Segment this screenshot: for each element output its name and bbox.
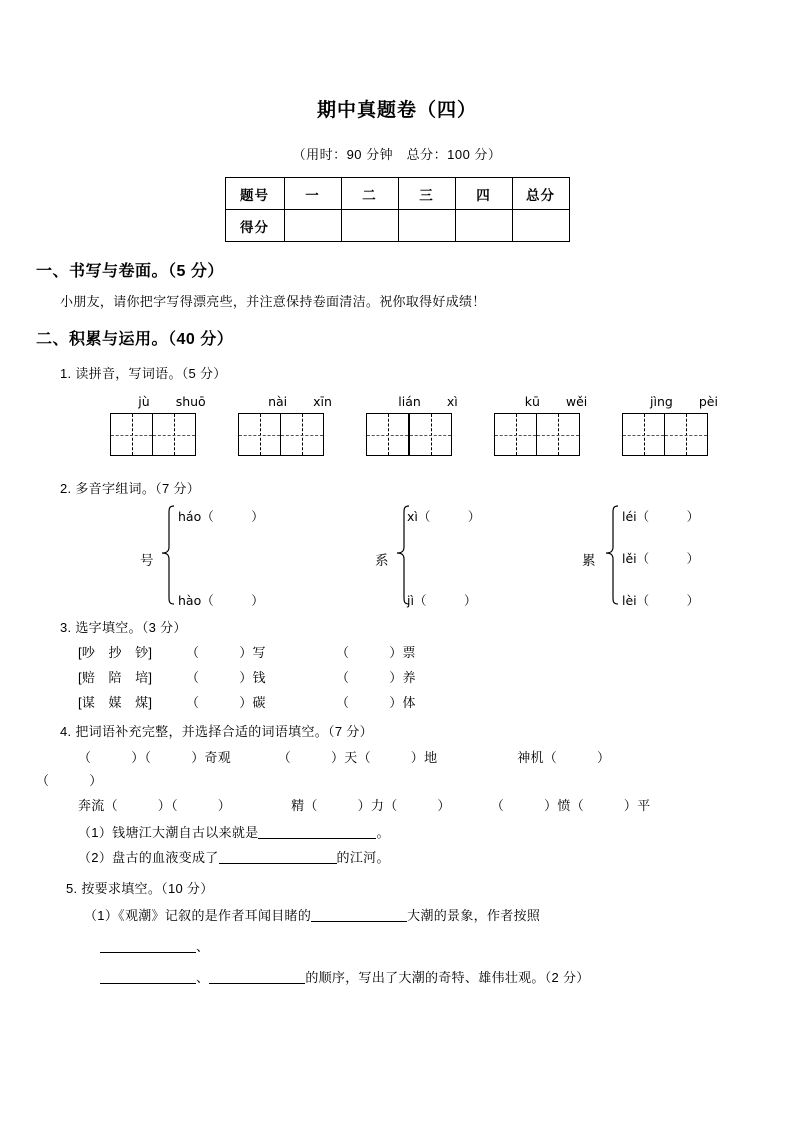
char-choices: [谋 媒 煤] [78, 695, 153, 710]
fill-slot[interactable]: （ ）养 [336, 670, 416, 685]
fill-slot[interactable]: （ ）写 [186, 645, 266, 660]
tianzige-cell[interactable] [409, 413, 452, 456]
score-cell[interactable]: 二 [341, 178, 398, 210]
exam-meta: （用时：90 分钟 总分：100 分） [292, 147, 502, 162]
row-header: 题号 [225, 178, 284, 210]
fill-slot[interactable]: （ ）碳 [186, 695, 266, 710]
section-1-body: 小朋友，请你把字写得漂亮些，并注意保持卷面清洁。祝你取得好成绩！ [60, 294, 486, 309]
fill-slot[interactable]: （ ）体 [336, 695, 416, 710]
item-sep: 、 [196, 970, 210, 985]
pinyin-syllable: jìng [650, 394, 673, 409]
pinyin-syllable: jù [138, 394, 150, 409]
brace-icon [604, 503, 620, 607]
tianzige-row [110, 413, 750, 456]
answer-blank[interactable] [219, 850, 337, 864]
tianzige-group [494, 413, 622, 456]
tianzige-cell[interactable] [281, 413, 324, 456]
section-heading-2: 二、积累与运用。（40 分） [36, 331, 234, 348]
score-table-wrap [0, 177, 794, 242]
pinyin-syllable: shuō [175, 394, 206, 409]
tianzige-group [110, 413, 238, 456]
duoyinzi-item[interactable]: jì（ ） [407, 593, 477, 608]
tianzige-cell[interactable] [665, 413, 708, 456]
tianzige-cell[interactable] [494, 413, 537, 456]
duoyinzi-char: 累 [582, 553, 596, 568]
idiom-line-3[interactable]: 奔流（ ）（ ） 精（ ）力（ ） （ ）愤（ ）平 [78, 798, 651, 813]
pinyin-syllable: lián [398, 394, 421, 409]
score-table [225, 177, 570, 242]
score-cell[interactable]: 三 [398, 178, 455, 210]
pinyin-group [620, 394, 748, 409]
duoyinzi-char: 号 [140, 553, 154, 568]
pinyin-row [108, 394, 748, 409]
item-number: （1） [78, 825, 113, 840]
item-tail: 的顺序，写出了大潮的奇特、雄伟壮观。（2 分） [305, 970, 590, 985]
duoyinzi-item[interactable]: léi（ ） [622, 509, 700, 524]
pinyin-group [364, 394, 492, 409]
tianzige-cell[interactable] [366, 413, 409, 456]
row-header: 得分 [225, 210, 284, 242]
idiom-line-1[interactable]: （ ）（ ）奇观 （ ）天（ ）地 神机（ ） [78, 750, 611, 765]
item-text: 钱塘江大潮自古以来就是 [112, 825, 259, 840]
score-cell[interactable] [512, 210, 569, 242]
pinyin-group [236, 394, 364, 409]
duoyinzi-item[interactable]: lěi（ ） [622, 551, 700, 566]
item-sep: 、 [196, 939, 210, 954]
score-cell[interactable] [455, 210, 512, 242]
duoyinzi-group-hao [140, 507, 370, 611]
tianzige-group [366, 413, 494, 456]
list-item [84, 905, 794, 924]
tianzige-cell[interactable] [153, 413, 196, 456]
idiom-line-2[interactable]: （ ） [36, 773, 103, 788]
pinyin-syllable: kū [524, 394, 540, 409]
answer-line [100, 936, 794, 955]
tianzige-cell[interactable] [110, 413, 153, 456]
question-4-label: 4. 把词语补充完整，并选择合适的词语填空。（7 分） [60, 724, 373, 739]
brace-icon [160, 503, 176, 607]
list-item [78, 822, 794, 841]
table-row [225, 210, 569, 242]
tianzige-cell[interactable] [537, 413, 580, 456]
page-title: 期中真题卷（四） [316, 100, 477, 121]
char-choices: [赔 陪 培] [78, 670, 153, 685]
pinyin-syllable: pèi [698, 394, 718, 409]
score-cell[interactable]: 四 [455, 178, 512, 210]
duoyinzi-item[interactable]: xì（ ） [407, 509, 481, 524]
fill-slot[interactable]: （ ）钱 [186, 670, 266, 685]
item-text: 大潮的景象，作者按照 [407, 908, 541, 923]
fill-slot[interactable]: （ ）票 [336, 645, 416, 660]
duoyinzi-group-xi [375, 507, 595, 611]
item-number: （2） [78, 850, 113, 865]
item-tail: 。 [376, 825, 390, 840]
score-cell[interactable]: 一 [284, 178, 341, 210]
duoyinzi-group-lei [582, 507, 782, 611]
pinyin-syllable: xīn [313, 394, 332, 409]
table-row [78, 692, 794, 711]
duoyinzi-item[interactable]: lèi（ ） [622, 593, 700, 608]
question-2-label: 2. 多音字组词。（7 分） [60, 481, 200, 496]
duoyinzi-item[interactable]: háo（ ） [178, 509, 264, 524]
answer-blank[interactable] [100, 939, 196, 953]
score-cell[interactable] [341, 210, 398, 242]
tianzige-group [238, 413, 366, 456]
question-5-label: 5. 按要求填空。（10 分） [66, 881, 214, 896]
tianzige-cell[interactable] [622, 413, 665, 456]
question-1-label: 1. 读拼音，写词语。（5 分） [60, 366, 227, 381]
item-text: 盘古的血液变成了 [112, 850, 219, 865]
duoyinzi-char: 系 [375, 553, 389, 568]
section-heading-1: 一、书写与卷面。（5 分） [36, 263, 224, 280]
table-row [78, 642, 794, 661]
tianzige-cell[interactable] [238, 413, 281, 456]
pinyin-group [108, 394, 236, 409]
score-cell[interactable] [284, 210, 341, 242]
list-item [78, 847, 794, 866]
duoyinzi-item[interactable]: hào（ ） [178, 593, 264, 608]
pinyin-group [492, 394, 620, 409]
tianzige-group [622, 413, 750, 456]
answer-line [100, 967, 794, 986]
answer-blank[interactable] [209, 970, 305, 984]
answer-blank[interactable] [100, 970, 196, 984]
answer-blank[interactable] [311, 908, 407, 922]
duoyinzi-row [0, 507, 794, 611]
item-tail: 的江河。 [336, 850, 390, 865]
table-row [225, 178, 569, 210]
pinyin-syllable: wěi [565, 394, 588, 409]
score-cell[interactable]: 总分 [512, 178, 569, 210]
answer-blank[interactable] [258, 825, 376, 839]
item-number: （1） [84, 908, 119, 923]
score-cell[interactable] [398, 210, 455, 242]
pinyin-syllable: xì [446, 394, 458, 409]
char-choices: [吵 抄 钞] [78, 645, 153, 660]
table-row [78, 667, 794, 686]
question-3-label: 3. 选字填空。（3 分） [60, 620, 187, 635]
item-text: 《观潮》记叙的是作者耳闻目睹的 [118, 908, 312, 923]
pinyin-syllable: nài [268, 394, 288, 409]
